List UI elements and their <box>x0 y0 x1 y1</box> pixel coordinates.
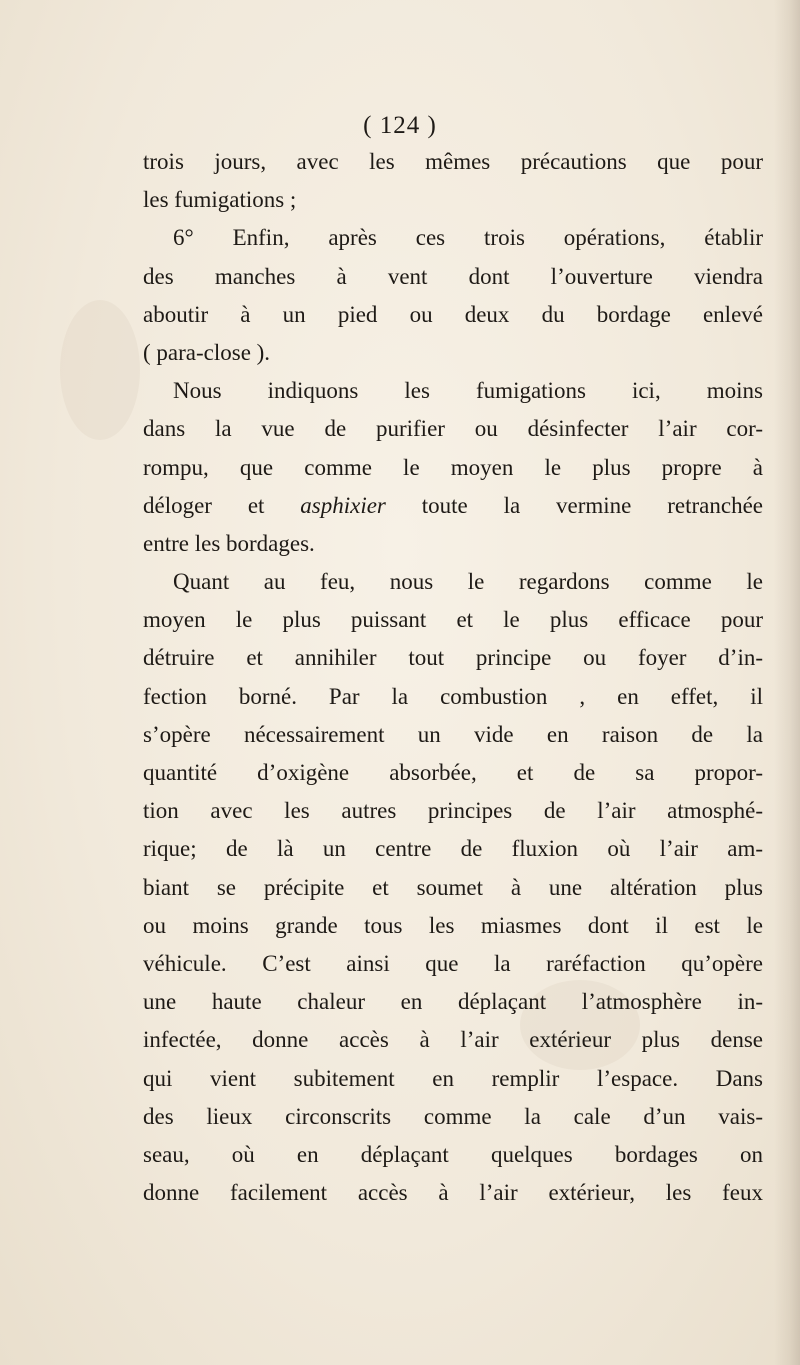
text-line-19: rique; de là un centre de fluxion où l’air am- <box>143 836 763 862</box>
text-line-16: s’opère nécessairement un vide en raison de la <box>143 721 763 747</box>
text-line-22: véhicule. C’est ainsi que la raréfaction qu’opère <box>143 950 763 976</box>
italic-word: asphixier <box>300 492 386 518</box>
text-line-8: dans la vue de purifier ou désinfecter l’air cor- <box>143 416 763 442</box>
text-line-5: aboutir à un pied ou deux du bordage enlevé <box>143 301 763 327</box>
text-line-25: qui vient subitement en remplir l’espace. Dans <box>143 1065 763 1091</box>
text-line-24: infectée, donne accès à l’air extérieur plus dense <box>143 1027 763 1053</box>
text-line-4: des manches à vent dont l’ouverture viendra <box>143 263 763 289</box>
text-line-3: 6° Enfin, après ces trois opérations, établir <box>173 225 763 251</box>
text-line-10-start: déloger et <box>143 492 301 518</box>
text-line-15: fection borné. Par la combustion , en effet, il <box>143 683 763 709</box>
text-line-10 <box>143 487 763 525</box>
text-line-1: trois jours, avec les mêmes précautions que pour <box>143 149 763 174</box>
text-line-23: une haute chaleur en déplaçant l’atmosphère in- <box>143 989 763 1015</box>
text-line-10-end: toute la vermine retranchée <box>385 492 763 518</box>
page-edge-shadow <box>774 0 800 1365</box>
text-line-13: moyen le plus puissant et le plus efficace pour <box>143 607 763 633</box>
text-line-9: rompu, que comme le moyen le plus propre à <box>143 454 763 480</box>
page-number: ( 124 ) <box>363 112 437 139</box>
text-line-21: ou moins grande tous les miasmes dont il est le <box>143 912 763 938</box>
paper-stain <box>60 300 140 440</box>
text-line-18: tion avec les autres principes de l’air atmosphé- <box>143 798 763 824</box>
text-line-27: seau, où en déplaçant quelques bordages on <box>143 1141 763 1167</box>
text-line-12: Quant au feu, nous le regardons comme le <box>173 569 763 595</box>
text-line-28: donne facilement accès à l’air extérieur, les feux <box>143 1180 763 1206</box>
body-text <box>143 143 763 1212</box>
text-line-20: biant se précipite et soumet à une altération plus <box>143 874 763 900</box>
text-line-11: entre les bordages. <box>143 530 315 556</box>
text-line-2: les fumigations ; <box>143 187 297 213</box>
text-line-26: des lieux circonscrits comme la cale d’un vais- <box>143 1103 763 1129</box>
text-line-6: ( para-close ). <box>143 339 271 365</box>
text-line-14: détruire et annihiler tout principe ou foyer d’in- <box>143 645 763 671</box>
text-line-17: quantité d’oxigène absorbée, et de sa propor- <box>143 760 763 785</box>
text-line-7: Nous indiquons les fumigations ici, moins <box>173 378 763 404</box>
